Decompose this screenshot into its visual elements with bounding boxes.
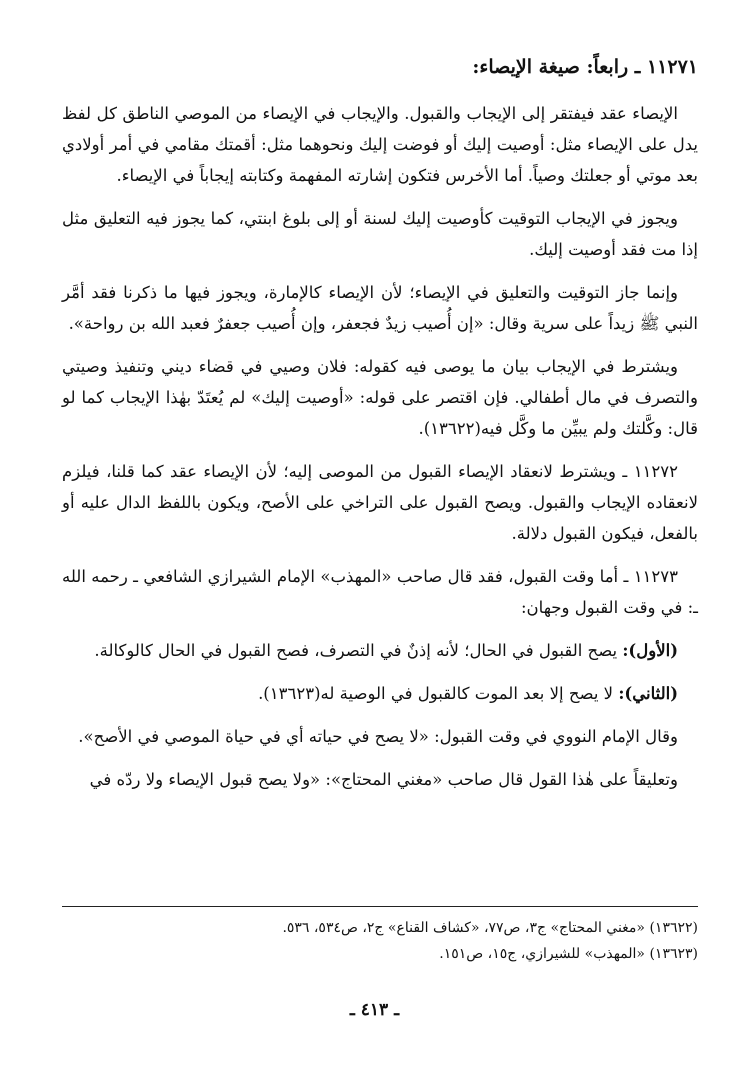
footnote-1: (١٣٦٢٢) «مغني المحتاج» ج٣، ص٧٧، «كشاف القناع» ج٢، ص٥٣٤، ٥٣٦.	[282, 920, 698, 936]
paragraph-8-text: لا يصح إلا بعد الموت كالقبول في الوصية له(١٣٦٢٣).	[258, 684, 619, 703]
paragraph-7-text: يصح القبول في الحال؛ لأنه إذنٌ في التصرف، فصح القبول في الحال كالوكالة.	[94, 641, 623, 660]
paragraph-6: ١١٢٧٣ ـ أما وقت القبول، فقد قال صاحب «المهذب» الإمام الشيرازي الشافعي ـ رحمه الله ـ: في وقت القبول وجهان:	[62, 567, 698, 617]
paragraph-2: ويجوز في الإيجاب التوقيت كأوصيت إليك لسنة أو إلى بلوغ ابنتي، كما يجوز فيه التعليق مثل إذا مت فقد أوصيت إليك.	[62, 209, 698, 259]
paragraph-3: وإنما جاز التوقيت والتعليق في الإيصاء؛ لأن الإيصاء كالإمارة، ويجوز فيها ما ذكرنا فقد أمَّر النبي ﷺ زيداً على سرية وقال: «إن أُصيب زيدٌ فجعفر، وإن أُصيب جعفرٌ فعبد الله بن رواحة».	[62, 283, 698, 333]
paragraph-7-label: (الأول):	[622, 641, 678, 660]
paragraph-10: وتعليقاً على هٰذا القول قال صاحب «مغني المحتاج»: «ولا يصح قبول الإيصاء ولا ردّه في	[89, 770, 678, 789]
paragraph-4: ويشترط في الإيجاب بيان ما يوصى فيه كقوله: فلان وصيي في قضاء ديني وتنفيذ وصيتي والتصرف في مال أطفالي. فإن اقتصر على قوله: «أوصيت إليك» لم يُعتَدّ بهٰذا الإيجاب كما لو قال: وكَّلتك ولم يبيِّن ما وكَّل فيه(١٣٦٢٢).	[62, 357, 698, 438]
paragraph-5: ١١٢٧٢ ـ ويشترط لانعقاد الإيصاء القبول من الموصى إليه؛ لأن الإيصاء عقد كما قلنا، فيلزم لانعقاده الإيجاب والقبول. ويصح القبول على التراخي على الأصح، ويكون باللفظ الدال عليه أو بالفعل، فيكون القبول دلالة.	[62, 462, 698, 543]
paragraph-9: وقال الإمام النووي في وقت القبول: «لا يصح في حياته أي في حياة الموصي في الأصح».	[78, 727, 678, 746]
section-heading: ١١٢٧١ ـ رابعاً: صيغة الإيصاء:	[472, 56, 698, 78]
footnote-2: (١٣٦٢٣) «المهذب» للشيرازي، ج١٥، ص١٥١.	[439, 946, 698, 962]
page-number: ـ ٤١٣ ـ	[349, 1000, 400, 1020]
paragraph-7	[62, 635, 698, 666]
paragraph-8-label: (الثاني):	[618, 684, 678, 703]
paragraph-8	[62, 678, 698, 709]
page-body	[62, 52, 698, 807]
footnotes	[62, 906, 698, 967]
paragraph-1: الإيصاء عقد فيفتقر إلى الإيجاب والقبول. والإيجاب في الإيصاء من الموصي الناطق كل لفظ يدل على الإيصاء مثل: أوصيت إليك أو فوضت إليك ونحوهما مثل: أقمتك مقامي في أمر أولادي بعد موتي أو جعلتك وصياً. أما الأخرس فتكون إشارته المفهمة وكتابته إيجاباً في الإيصاء.	[62, 104, 698, 185]
